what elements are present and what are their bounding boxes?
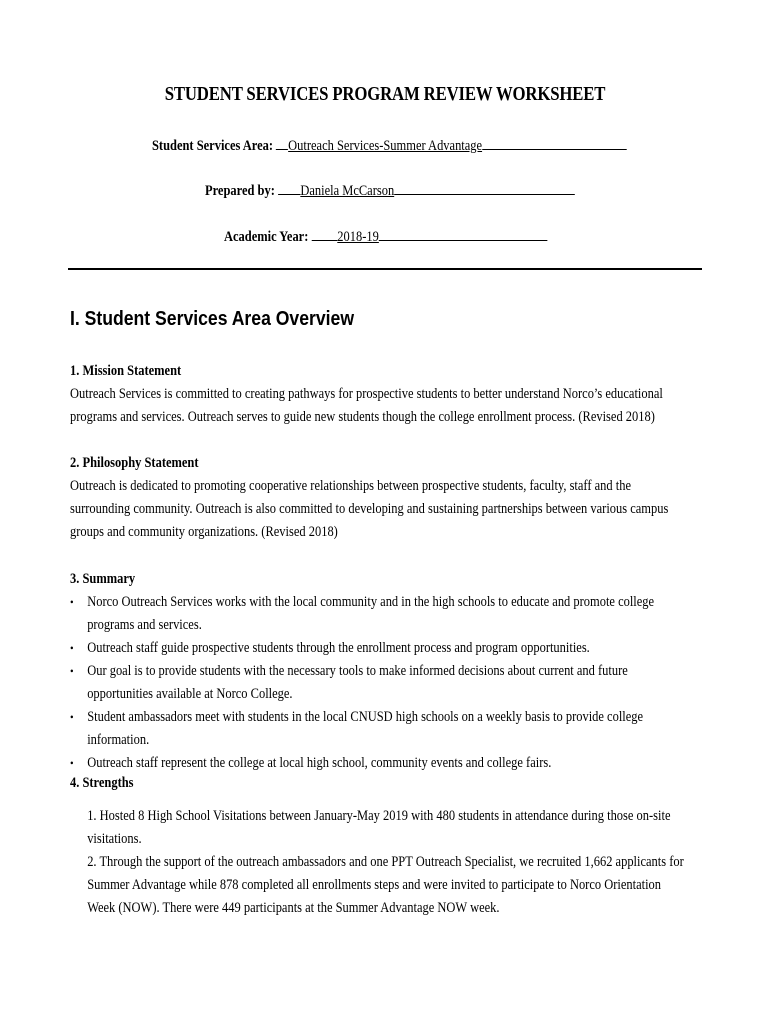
services-area-field [152,137,627,155]
summary-item: • Student ambassadors meet with students in the local CNUSD high schools on a weekly basis to provide college information. [70,706,689,752]
summary-item: • Outreach staff represent the college at local high school, community events and college fairs. [70,752,689,775]
section-heading: I. Student Services Area Overview [70,308,355,330]
philosophy-section [70,452,689,544]
mission-heading: 1. Mission Statement [70,363,182,379]
philosophy-heading: 2. Philosophy Statement [70,455,199,471]
summary-section [70,568,689,775]
strengths-section [70,772,689,920]
academic-year-value: 2018-19 [337,229,379,245]
summary-item: • Outreach staff guide prospective students through the enrollment process and program opportunities. [70,637,689,660]
academic-year-label: Academic Year: [224,229,309,245]
prepared-by-value: Daniela McCarson [300,183,395,199]
strengths-heading: 4. Strengths [70,775,134,791]
philosophy-text: Outreach is dedicated to promoting cooperative relationships between prospective students, faculty, staff and the surrounding community. Outreach is also committed to developing and sustaining partnerships between various campus groups and community organizations. (Revised 2018) [70,478,669,540]
strength-item: 1. Hosted 8 High School Visitations between January-May 2019 with 480 students in attendance during those on-site visitations. [87,808,671,847]
prepared-by-label: Prepared by: [205,183,275,199]
strength-item: 2. Through the support of the outreach ambassadors and one PPT Outreach Specialist, we recruited 1,662 applicants for Summer Advantage while 878 completed all enrollments steps and were invited to participate to Norco Orientation Week (NOW). There were 449 participants at the Summer Advantage NOW week. [87,854,684,916]
summary-item: • Our goal is to provide students with the necessary tools to make informed decisions about current and future opportunities available at Norco College. [70,660,689,706]
strengths-list [70,805,689,920]
mission-text: Outreach Services is committed to creating pathways for prospective students to better understand Norco’s educational programs and services. Outreach serves to guide new students though the college enrollment process. (Revised 2018) [70,386,663,425]
summary-heading: 3. Summary [70,571,136,587]
services-area-value: Outreach Services-Summer Advantage [288,138,483,154]
document-title: STUDENT SERVICES PROGRAM REVIEW WORKSHEET [164,84,606,105]
mission-section [70,360,689,429]
summary-item: • Norco Outreach Services works with the local community and in the high schools to educate and promote college programs and services. [70,591,689,637]
prepared-by-field [205,182,575,200]
summary-list [70,591,689,775]
header-divider [68,268,702,270]
services-area-label: Student Services Area: [152,138,274,154]
academic-year-field [224,228,547,246]
